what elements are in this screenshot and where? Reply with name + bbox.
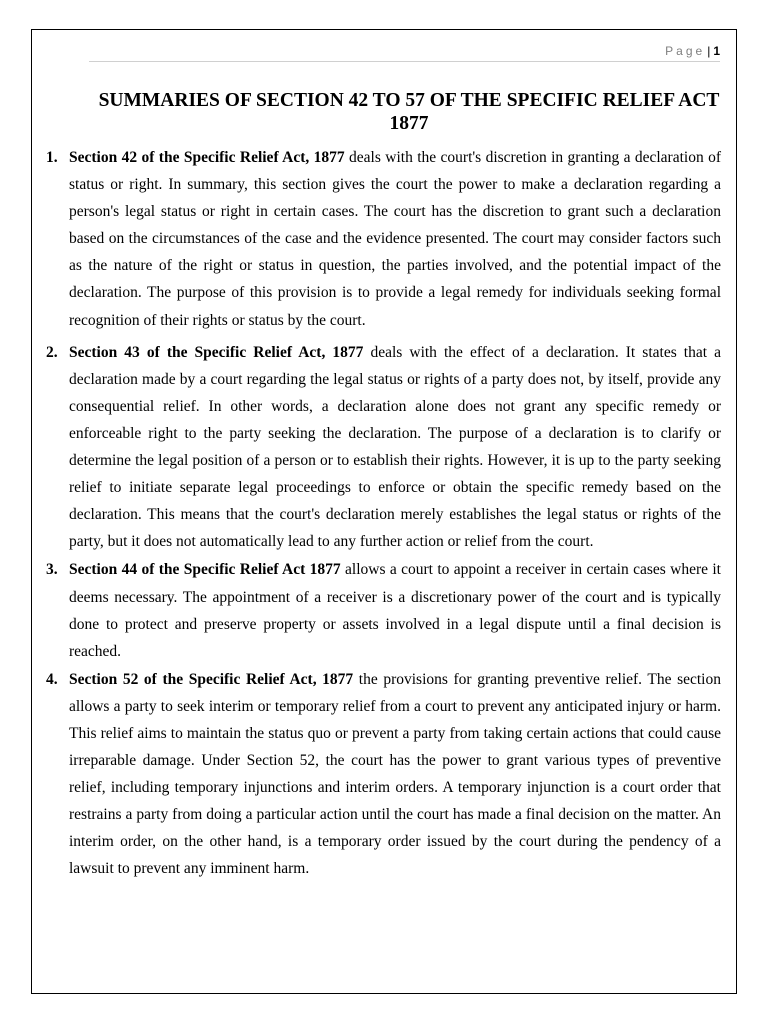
page-label: Page bbox=[665, 44, 706, 58]
section-paragraph bbox=[69, 339, 721, 556]
list-number: 3. bbox=[46, 561, 58, 579]
section-text: deals with the court's discretion in granting a declaration of status or right. In summary, this section gives the court the power to make a declaration regarding a person's legal status or right in certain cases. The court has the discretion to grant such a declaration based on the circumstances of the case and the evidence presented. The court may consider factors such as the nature of the right or status in question, the parties involved, and the potential impact of the declaration. The purpose of this provision is to provide a legal remedy for individuals seeking formal recognition of their rights or status by the court. bbox=[69, 149, 721, 329]
section-heading: Section 44 of the Specific Relief Act 1877 bbox=[69, 561, 341, 579]
page-number: 1 bbox=[713, 44, 720, 58]
section-heading: Section 42 of the Specific Relief Act, 1877 bbox=[69, 149, 345, 166]
section-paragraph bbox=[69, 556, 721, 664]
list-number: 1. bbox=[46, 149, 58, 166]
list-item-section-43 bbox=[44, 339, 721, 556]
document-title: SUMMARIES OF SECTION 42 TO 57 OF THE SPECIFIC RELIEF ACT 1877 bbox=[98, 90, 720, 134]
list-number: 4. bbox=[46, 670, 58, 688]
section-paragraph bbox=[69, 144, 721, 334]
header-rule bbox=[89, 61, 720, 62]
section-text: allows a court to appoint a receiver in certain cases where it deems necessary. The appointment of a receiver is a discretionary power of the court and is typically done to protect and preserve property or assets involved in a legal dispute until a final decision is reached. bbox=[69, 561, 721, 660]
page-separator: | bbox=[707, 44, 711, 58]
section-heading: Section 52 of the Specific Relief Act, 1877 bbox=[69, 670, 354, 688]
section-text: the provisions for granting preventive relief. The section allows a party to seek interim or temporary relief from a court to prevent any anticipated injury or harm. This relief aims to maintain the status quo or prevent a party from taking certain actions that could cause irreparable damage. Under Section 52, the court has the power to grant various types of preventive relief, including temporary injunctions and interim orders. A temporary injunction is a court order that restrains a party from doing a particular action until the court has made a final decision on the matter. An interim order, on the other hand, is a temporary order issued by the court during the pendency of a lawsuit to prevent any imminent harm. bbox=[69, 670, 721, 878]
list-number: 2. bbox=[46, 343, 58, 361]
list-item-section-44 bbox=[44, 556, 721, 664]
page-header bbox=[665, 44, 720, 58]
section-text: deals with the effect of a declaration. It states that a declaration made by a court regarding the legal status or rights of a party does not, by itself, provide any consequential relief. In other words, a declaration alone does not grant any specific remedy or enforceable right to the party seeking the declaration. The purpose of a declaration is to clarify or determine the legal position of a person or to establish their rights. However, it is up to the party seeking relief to initiate separate legal proceedings to enforce or obtain the specific remedy based on the declaration. This means that the court's declaration merely establishes the legal status or rights of the party, but it does not automatically lead to any further action or relief from the court. bbox=[69, 343, 721, 551]
section-heading: Section 43 of the Specific Relief Act, 1877 bbox=[69, 343, 364, 361]
list-item-section-52 bbox=[44, 666, 721, 883]
section-list bbox=[44, 144, 721, 883]
list-item-section-42 bbox=[44, 144, 721, 334]
section-paragraph bbox=[69, 666, 721, 883]
